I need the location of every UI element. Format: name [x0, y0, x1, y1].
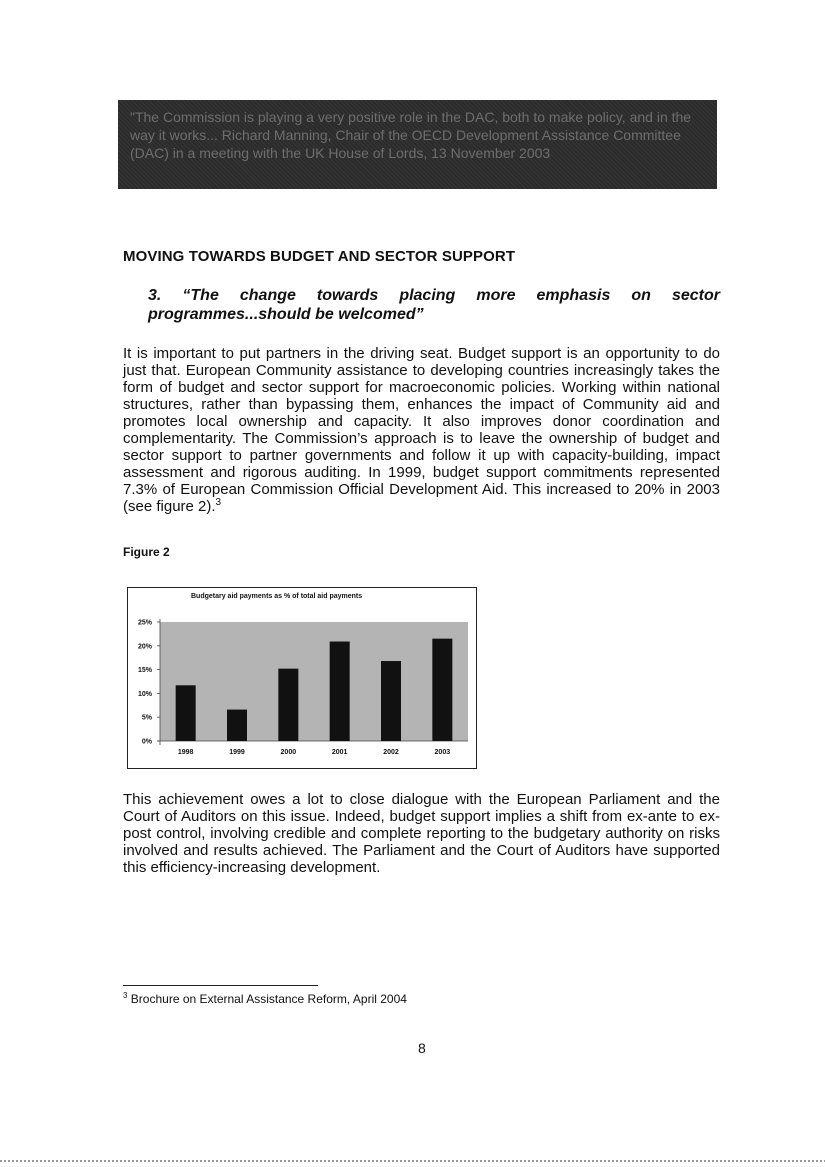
- quote-box: [118, 100, 717, 189]
- bar-1999: [227, 710, 247, 741]
- point-number: 3.: [148, 287, 162, 304]
- bar-2001: [330, 642, 350, 741]
- footnote-divider: [123, 985, 318, 986]
- footnote-text: Brochure on External Assistance Reform, April 2004: [130, 992, 407, 1006]
- bar-chart: [127, 587, 477, 769]
- plot-area: [160, 622, 468, 741]
- x-tick-label: 2002: [383, 749, 399, 756]
- bar-2003: [432, 639, 452, 741]
- scan-edge-divider: [0, 1160, 825, 1162]
- x-tick-label: 2001: [331, 749, 348, 756]
- bar-2000: [278, 669, 298, 741]
- x-tick-label: 1999: [229, 749, 245, 756]
- y-tick-label: 20%: [137, 643, 152, 651]
- y-tick-label: 10%: [137, 690, 152, 698]
- numbered-point: [148, 286, 720, 324]
- x-tick-label: 1998: [177, 749, 194, 756]
- quote-text: "The Commission is playing a very positive role in the DAC, both to make policy, and in the way it works... Richard Manning, Chair of the OECD Development Assistance Committee (DAC) in a meeting with the UK House of Lords, 13 November 2003: [130, 109, 692, 161]
- section-heading: MOVING TOWARDS BUDGET AND SECTOR SUPPORT: [123, 248, 516, 265]
- x-tick-label: 2003: [434, 749, 451, 756]
- figure-label: Figure 2: [123, 545, 170, 559]
- footnote: [123, 992, 407, 1006]
- page-number: 8: [418, 1040, 426, 1056]
- footnote-ref: 3: [215, 497, 222, 508]
- paragraph-1-text: It is important to put partners in the driving seat. Budget support is an opportunity to do just that. European Community assistance to developing countries increasingly takes the form of budget and sector support for macroeconomic policies. Working within national structures, rather than bypassing them, enhances the impact of Community aid and promotes local ownership and capacity. It also improves donor coordination and complementarity. The Commission’s approach is to leave the ownership of budget and sector support to partner governments and follow it up with capacity-building, impact assessment and rigorous auditing. In 1999, budget support commitments represented 7.3% of European Commission Official Development Aid. This increased to 20% in 2003 (see figure 2).: [123, 345, 720, 515]
- y-tick-label: 15%: [137, 667, 152, 675]
- y-tick-label: 25%: [137, 619, 152, 627]
- bar-1998: [176, 685, 196, 741]
- paragraph-budget-support: [123, 345, 720, 515]
- y-tick-label: 0%: [141, 738, 152, 746]
- point-line-2: programmes...should be welcomed”: [148, 306, 424, 323]
- x-tick-label: 2000: [280, 749, 297, 756]
- y-tick-label: 5%: [141, 714, 152, 722]
- footnote-number: 3: [123, 991, 128, 1000]
- bar-2002: [381, 661, 401, 741]
- paragraph-dialogue: This achievement owes a lot to close dialogue with the European Parliament and the Court of Auditors on this issue. Indeed, budget support implies a shift from ex-ante to ex-post control, involving credible and complete reporting to the budgetary authority on risks involved and results achieved. The Parliament and the Court of Auditors have supported this efficiency-increasing development.: [123, 791, 720, 876]
- point-line-1: [148, 286, 720, 305]
- point-quote-start: “The change towards placing more emphasis on sector: [182, 287, 720, 304]
- chart-title: Budgetary aid payments as % of total aid payments: [191, 593, 363, 600]
